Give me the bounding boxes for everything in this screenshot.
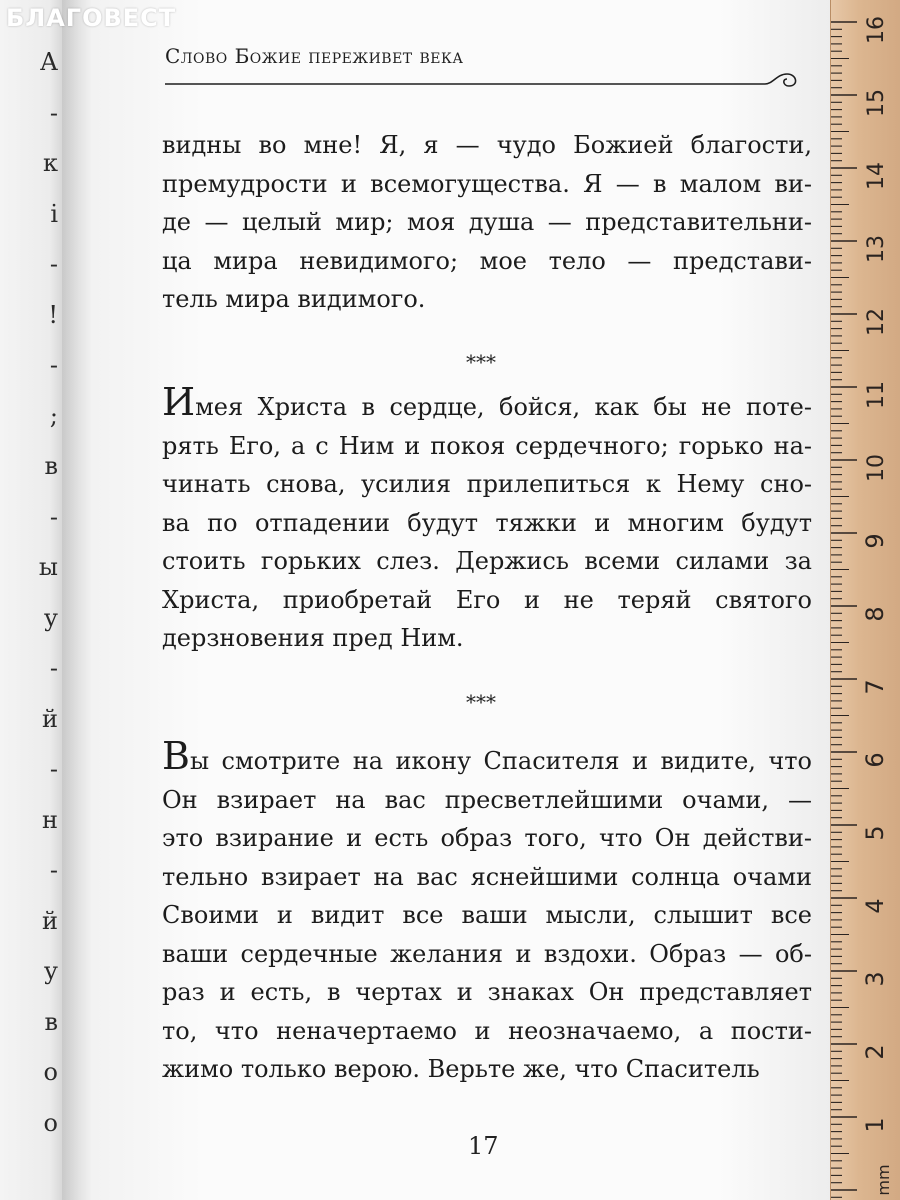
left-page-fragment: о bbox=[43, 1108, 58, 1137]
left-page-fragment: - bbox=[49, 502, 58, 531]
text-line: чинать снова, усилия прилепиться к Нему сно- bbox=[162, 470, 812, 498]
left-page-fragment: ; bbox=[49, 401, 58, 430]
ruler-unit-label: mm bbox=[874, 1164, 893, 1196]
ruler-number: 15 bbox=[864, 89, 889, 117]
left-page-fragment: - bbox=[49, 351, 58, 379]
text-line: Вы смотрите на икону Спасителя и видите, что bbox=[162, 734, 812, 778]
paragraph-1 bbox=[162, 126, 812, 319]
left-page-fragment: й bbox=[42, 704, 58, 733]
ruler-scale bbox=[831, 0, 900, 1200]
ruler-number: 4 bbox=[861, 898, 889, 914]
text-line: раз и есть, в чертах и знаках Он представляет bbox=[162, 978, 812, 1006]
text-line: Имея Христа в сердце, бойся, как бы не поте- bbox=[162, 380, 812, 424]
left-page-fragment: - bbox=[49, 250, 58, 278]
left-page-fragment: н bbox=[42, 805, 58, 834]
ruler-number: 16 bbox=[864, 16, 889, 44]
ruler-number: 3 bbox=[861, 971, 889, 987]
left-page-fragment: о bbox=[43, 1058, 58, 1086]
text-line: тель мира видимого. bbox=[162, 285, 426, 313]
text-line: ваши сердечные желания и вздохи. Образ — об- bbox=[162, 939, 812, 968]
left-page-fragment: у bbox=[43, 603, 58, 632]
text-line: тельно взирает на вас яснейшими солнца очами bbox=[162, 862, 812, 891]
text-line: это взирание и есть образ того, что Он действи- bbox=[162, 824, 812, 852]
section-separator-2: *** bbox=[466, 690, 496, 714]
text-line: стоить горьких слез. Держись всеми силами за bbox=[162, 547, 812, 575]
measuring-ruler bbox=[830, 0, 900, 1200]
ruler-number: 10 bbox=[864, 454, 889, 482]
left-page-fragment: - bbox=[49, 98, 58, 127]
left-page-fragment: в bbox=[44, 452, 58, 480]
text-line: Он взирает на вас пресветлейшими очами, — bbox=[162, 785, 812, 814]
page-number: 17 bbox=[468, 1132, 499, 1160]
text-line: премудрости и всемогущества. Я — в малом ви- bbox=[162, 169, 812, 198]
running-header: Слово Божие переживет века bbox=[165, 44, 464, 68]
ruler-number: 5 bbox=[861, 825, 889, 841]
left-page-fragment: у bbox=[43, 957, 58, 985]
text-line: ва по отпадении будут тяжки и многим будут bbox=[162, 508, 812, 537]
left-page-fragment: і bbox=[50, 199, 58, 228]
text-line: видны во мне! Я, я — чудо Божией благости, bbox=[162, 131, 812, 159]
header-ornament-rule bbox=[165, 64, 805, 94]
watermark-logo: БЛАГОВЕСТ bbox=[6, 4, 177, 32]
ruler-number: 14 bbox=[864, 162, 889, 190]
text-line: дерзновения пред Ним. bbox=[162, 624, 464, 652]
ruler-number: 2 bbox=[861, 1044, 889, 1060]
left-page-fragment: - bbox=[49, 755, 58, 783]
left-page-fragment: ы bbox=[38, 553, 58, 581]
ruler-number: 7 bbox=[861, 679, 889, 695]
left-page-fragment: к bbox=[43, 149, 58, 177]
ruler-number: 13 bbox=[864, 235, 889, 263]
left-page-fragment: в bbox=[44, 1007, 58, 1036]
drop-cap-letter: И bbox=[162, 380, 196, 424]
adjacent-page-edge bbox=[0, 0, 62, 1200]
left-page-fragment: А bbox=[39, 48, 58, 76]
paragraph-2 bbox=[162, 380, 812, 658]
text-line: жимо только верою. Верьте же, что Спаситель bbox=[162, 1055, 760, 1083]
ruler-number: 11 bbox=[864, 381, 889, 409]
ruler-number: 6 bbox=[861, 752, 889, 768]
text-line: Своими и видит все ваши мысли, слышит все bbox=[162, 901, 812, 929]
book-gutter bbox=[62, 0, 92, 1200]
ruler-number: 8 bbox=[861, 606, 889, 622]
text-line: Христа, приобретай Его и не теряй святого bbox=[162, 585, 812, 614]
drop-cap-letter: В bbox=[162, 734, 190, 778]
ruler-number: 1 bbox=[861, 1117, 889, 1133]
text-line: рять Его, а с Ним и покоя сердечного; горько на- bbox=[162, 431, 812, 460]
text-line: ца мира невидимого; мое тело — представи- bbox=[162, 246, 812, 275]
left-page-fragment: й bbox=[42, 906, 58, 935]
ruler-number: 12 bbox=[864, 308, 889, 336]
ruler-number: 9 bbox=[861, 533, 889, 549]
text-line: то, что неначертаемо и неозначаемо, а пости- bbox=[162, 1016, 812, 1045]
section-separator-1: *** bbox=[466, 350, 496, 374]
left-page-fragment: - bbox=[49, 654, 58, 682]
left-page-fragment: - bbox=[49, 856, 58, 884]
paragraph-3 bbox=[162, 734, 812, 1089]
left-page-fragment: ! bbox=[48, 300, 58, 329]
text-line: де — целый мир; моя душа — представительни- bbox=[162, 208, 812, 236]
